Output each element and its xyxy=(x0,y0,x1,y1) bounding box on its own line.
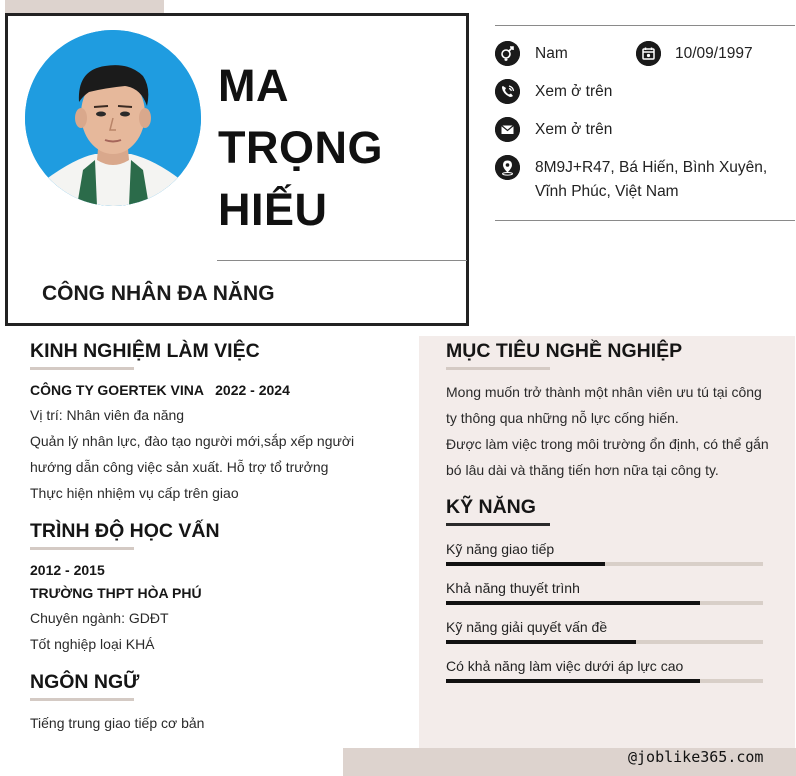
location-pin-icon xyxy=(495,155,520,180)
address-value xyxy=(535,156,767,204)
languages-title: NGÔN NGỮ xyxy=(30,671,140,693)
phone-value: Xem ở trên xyxy=(535,83,613,100)
objective-underline xyxy=(446,367,550,370)
experience-company: CÔNG TY GOERTEK VINA 2022 - 2024 xyxy=(30,382,290,398)
full-name xyxy=(218,55,458,241)
experience-desc-line: Quản lý nhân lực, đào tạo người mới,sắp xếp người xyxy=(30,433,355,449)
skill-bar-track xyxy=(446,562,763,566)
education-title: TRÌNH ĐỘ HỌC VẤN xyxy=(30,520,220,542)
objective-text xyxy=(446,379,781,483)
education-school: TRƯỜNG THPT HÒA PHÚ xyxy=(30,585,202,601)
email-icon xyxy=(495,117,520,142)
name-divider xyxy=(217,260,467,261)
phone-icon xyxy=(495,79,520,104)
skill-bar-track xyxy=(446,679,763,683)
language-item: Tiếng trung giao tiếp cơ bản xyxy=(30,715,205,731)
skill-label: Khả năng thuyết trình xyxy=(446,580,580,596)
skill-label: Kỹ năng giao tiếp xyxy=(446,541,555,557)
languages-underline xyxy=(30,698,134,701)
experience-description xyxy=(30,428,354,506)
experience-underline xyxy=(30,367,134,370)
contact-divider-bottom xyxy=(495,220,795,221)
education-grade: Tốt nghiệp loại KHÁ xyxy=(30,636,155,652)
skills-underline xyxy=(446,523,550,526)
experience-position: Vị trí: Nhân viên đa năng xyxy=(30,407,185,423)
gender-value: Nam xyxy=(535,45,568,62)
address-line: Vĩnh Phúc, Việt Nam xyxy=(535,183,679,200)
objective-line: bó lâu dài và thăng tiến hơn nữa tại công ty. xyxy=(446,462,719,478)
address-line: 8M9J+R47, Bá Hiến, Bình Xuyên, xyxy=(535,159,768,176)
email-value: Xem ở trên xyxy=(535,121,613,138)
education-major: Chuyên ngành: GDĐT xyxy=(30,610,169,626)
skill-bar-fill xyxy=(446,640,636,644)
skill-bar-track xyxy=(446,640,763,644)
skill-label: Có khả năng làm việc dưới áp lực cao xyxy=(446,658,684,674)
education-period: 2012 - 2015 xyxy=(30,562,105,578)
name-line: HIẾU xyxy=(218,184,328,235)
skills-title: KỸ NĂNG xyxy=(446,496,536,518)
skill-label: Kỹ năng giải quyết vấn đề xyxy=(446,619,608,635)
job-title: CÔNG NHÂN ĐA NĂNG xyxy=(42,282,275,305)
objective-line: ty thông qua những nỗ lực cống hiến. xyxy=(446,410,679,426)
watermark: @joblike365.com xyxy=(628,748,764,766)
contact-divider-top xyxy=(495,25,795,26)
name-line: MA xyxy=(218,60,289,111)
experience-title: KINH NGHIỆM LÀM VIỆC xyxy=(30,340,260,362)
skill-bar-fill xyxy=(446,601,700,605)
objective-line: Mong muốn trở thành một nhân viên ưu tú tại công xyxy=(446,384,762,400)
avatar xyxy=(25,30,201,206)
experience-desc-line: hướng dẫn công việc sản xuất. Hỗ trợ tổ trưởng xyxy=(30,459,329,475)
objective-title: MỤC TIÊU NGHỀ NGHIỆP xyxy=(446,340,683,362)
name-line: TRỌNG xyxy=(218,122,383,173)
skill-bar-track xyxy=(446,601,763,605)
experience-desc-line: Thực hiện nhiệm vụ cấp trên giao xyxy=(30,485,239,501)
birthday-value: 10/09/1997 xyxy=(675,45,753,62)
gender-icon xyxy=(495,41,520,66)
objective-line: Được làm việc trong môi trường ổn định, có thể gắn xyxy=(446,436,769,452)
skill-bar-fill xyxy=(446,679,700,683)
calendar-icon xyxy=(636,41,661,66)
skill-bar-fill xyxy=(446,562,605,566)
education-underline xyxy=(30,547,134,550)
